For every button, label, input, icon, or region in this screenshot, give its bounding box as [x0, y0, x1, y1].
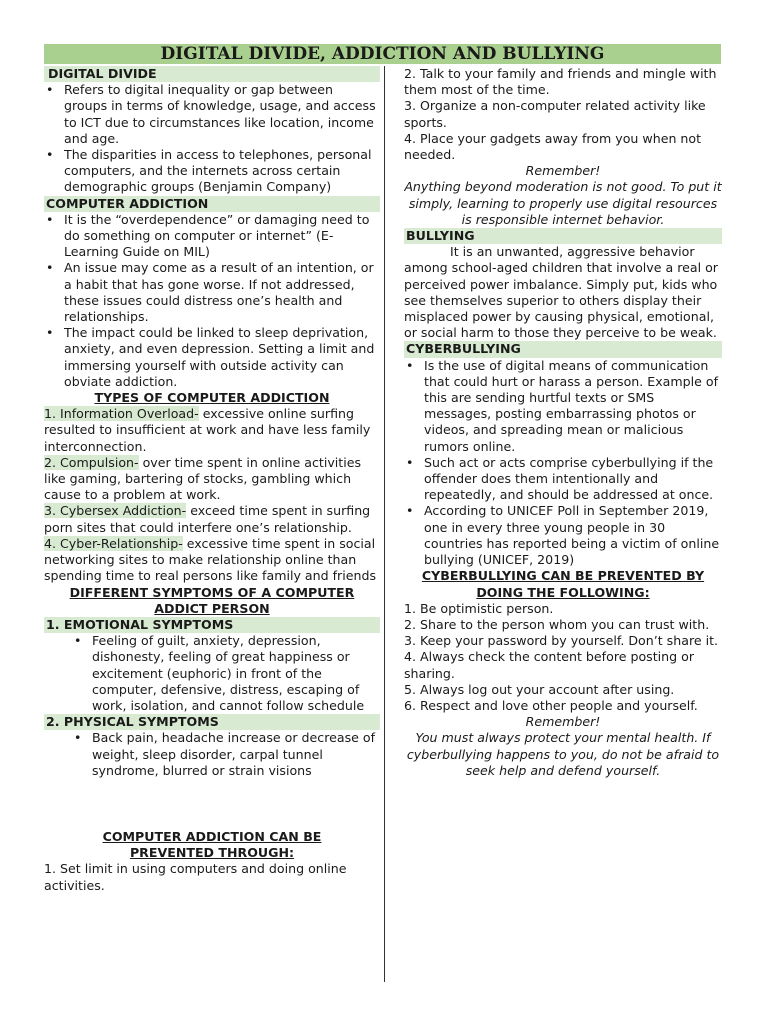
list-item: • Such act or acts comprise cyberbullying if the offender does them intentionally and repeatedly, and should be addressed at once.: [404, 455, 722, 504]
type-desc: excessive time spent in social networking sites to make relationship online than spending time to real persons like family and friends: [44, 535, 377, 584]
type-item: [44, 455, 380, 504]
type-desc: exceed time spent in surfing porn sites that could interfere one’s relationship.: [44, 503, 371, 535]
digital-divide-heading: DIGITAL DIVIDE: [44, 66, 380, 82]
emotional-symptoms-list: [44, 633, 380, 714]
types-heading: TYPES OF COMPUTER ADDICTION: [94, 390, 330, 406]
type-desc: over time spent in online activities like gaming, bartering of stocks, gambling which cause to a problem at work.: [44, 454, 362, 503]
type-term: 3. Cybersex Addiction-: [44, 503, 187, 519]
remember-label: Remember!: [525, 163, 601, 179]
list-item: • It is the “overdependence” or damaging need to do something on computer or internet” (E-Learning Guide on MIL): [44, 212, 380, 261]
type-term: 1. Information Overload-: [44, 406, 199, 422]
type-desc: excessive online surfing resulted to insufficient at work and have less family interconnection.: [44, 406, 371, 454]
cb-prevention-item: 6. Respect and love other people and yourself.: [404, 697, 698, 713]
type-item: [44, 406, 380, 455]
remember-text: You must always protect your mental health. If cyberbullying happens to you, do not be afraid to seek help and defend yourself.: [406, 730, 720, 778]
type-item: [44, 536, 380, 585]
cyberbullying-list: [404, 358, 722, 569]
computer-addiction-heading: COMPUTER ADDICTION: [44, 196, 380, 212]
prevention-heading: COMPUTER ADDICTION CAN BE PREVENTED THROUGH:: [102, 828, 322, 861]
cb-prevention-item: 1. Be optimistic person.: [404, 600, 554, 616]
symptoms-heading: DIFFERENT SYMPTOMS OF A COMPUTER ADDICT PERSON: [69, 584, 355, 616]
document-title: DIGITAL DIVIDE, ADDICTION AND BULLYING: [44, 44, 721, 64]
remember-text: Anything beyond moderation is not good. To put it simply, learning to properly use digital resources is responsible internet behavior.: [404, 179, 722, 227]
cb-prevention-item: 5. Always log out your account after using.: [404, 681, 675, 697]
prevention-item: 3. Organize a non-computer related activity like sports.: [404, 98, 706, 130]
cb-prevention-item: 2. Share to the person whom you can trust with.: [404, 616, 710, 632]
column-divider: [384, 66, 385, 982]
cb-prevention-item: 3. Keep your password by yourself. Don’t share it.: [404, 633, 719, 649]
list-item: • Refers to digital inequality or gap between groups in terms of knowledge, usage, and access to ICT due to circumstances like location, income and age.: [44, 82, 380, 147]
prevention-item: 4. Place your gadgets away from you when not needed.: [404, 130, 702, 163]
list-item: • Feeling of guilt, anxiety, depression, dishonesty, feeling of great happiness or excitement (euphoric) in front of the computer, defensive, distress, escaping of work, isolation, and cannot follow schedule: [44, 633, 380, 714]
type-item: [44, 503, 380, 535]
digital-divide-list: [44, 82, 380, 195]
physical-symptoms-heading: 2. PHYSICAL SYMPTOMS: [44, 714, 380, 730]
cb-prevention-item: 4. Always check the content before posting or sharing.: [404, 649, 695, 681]
list-item: • An issue may come as a result of an intention, or a habit that has gone worse. If not addressed, these issues could distress one’s health and relationships.: [44, 260, 380, 325]
type-term: 4. Cyber-Relationship-: [44, 535, 183, 551]
list-item: • According to UNICEF Poll in September 2019, one in every three young people in 30 countries has reported being a victim of online bullying (UNICEF, 2019): [404, 503, 722, 568]
cb-prevention-heading: CYBERBULLYING CAN BE PREVENTED BY DOING THE FOLLOWING:: [421, 568, 705, 600]
computer-addiction-list: [44, 212, 380, 390]
physical-symptoms-list: [44, 730, 380, 779]
bullying-heading: BULLYING: [404, 228, 722, 244]
remember-label: Remember!: [525, 714, 601, 730]
prevention-item: 2. Talk to your family and friends and mingle with them most of the time.: [404, 66, 717, 98]
left-column: [44, 66, 380, 894]
list-item: • The disparities in access to telephones, personal computers, and the internets across certain demographic groups (Benjamin Company): [44, 147, 380, 196]
list-item: • Back pain, headache increase or decrease of weight, sleep disorder, carpal tunnel syndrome, blurred or strain visions: [44, 730, 380, 779]
type-term: 2. Compulsion-: [44, 454, 139, 470]
right-column: [404, 66, 722, 779]
bullying-text: It is an unwanted, aggressive behavior among school-aged children that involve a real or perceived power imbalance. Simply put, kids who see themselves superior to others display their misplaced power by causing physical, emotional, or social harm to those they perceive to be weak.: [404, 244, 718, 341]
cyberbullying-heading: CYBERBULLYING: [404, 341, 722, 357]
list-item: • Is the use of digital means of communication that could hurt or harass a person. Example of this are sending hurtful texts or SMS messages, posting embarrassing photos or videos, and spreading mean or malicious rumors online.: [404, 358, 722, 455]
prevention-item: 1. Set limit in using computers and doing online activities.: [44, 861, 347, 893]
emotional-symptoms-heading: 1. EMOTIONAL SYMPTOMS: [44, 617, 380, 633]
list-item: • The impact could be linked to sleep deprivation, anxiety, and even depression. Setting a limit and immersing yourself with outside activity can obviate addiction.: [44, 325, 380, 390]
